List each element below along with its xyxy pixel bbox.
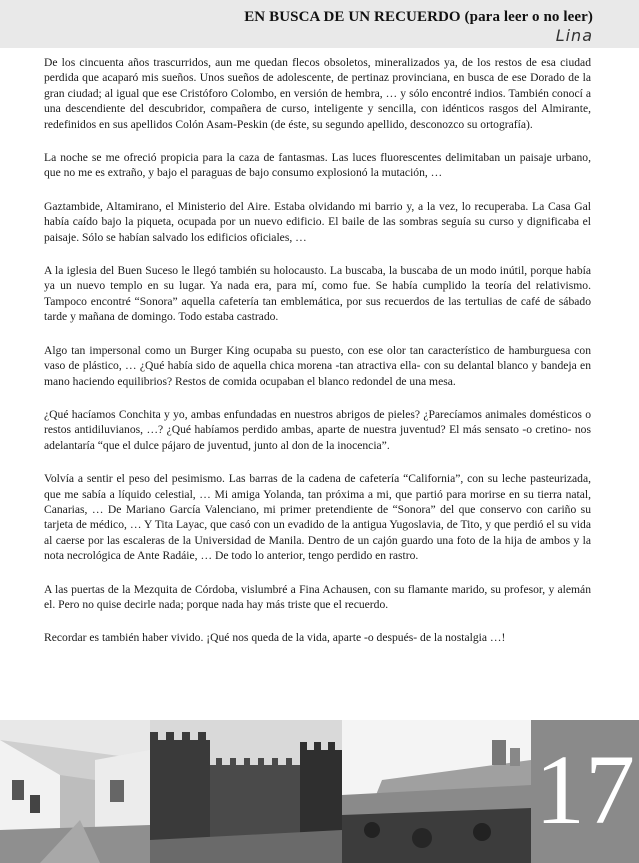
paragraph: A las puertas de la Mezquita de Córdoba, vislumbré a Fina Achausen, con su flamante marido, su profesor, y alemán el. Pero no quise decirle nada; porque nada hay más triste que el recuerdo. [44,582,591,611]
castle-walls-photo [150,720,342,863]
paragraph: Recordar es también haber vivido. ¡Qué nos queda de la vida, aparte -o después- de la nostalgia …! [44,631,506,645]
paragraph: La noche se me ofreció propicia para la caza de fantasmas. Las luces fluorescentes delimitaban un paisaje urbano, que no me es extraño, y bajo el paraguas de bajo consumo explosionó la mutación, … [44,151,591,180]
article-title: EN BUSCA DE UN RECUERDO (para leer o no leer) [244,9,593,25]
page-number: 17 [535,734,635,845]
hill-town-photo [342,720,531,863]
paragraph: A la iglesia del Buen Suceso le llegó también su holocausto. La buscaba, la buscaba de un modo inútil, porque había ya un nuevo templo en su lugar. Ya nada era, para mí, como fue. Se había cumplido la teoría del relativismo. Tampoco encontré “Sonora” aquella cafetería tan emblemática, por sus recuerdos de las tertulias de café de sábado tarde y mañana de domingo. Todo estaba castrado. [44,264,591,324]
paragraph: ¿Qué hacíamos Conchita y yo, ambas enfundadas en nuestros abrigos de pieles? ¿Parecíamos animales domésticos o restos antidiluvianos, …? ¿Qué habíamos perdido ambas, aparte de nuestra juventud? El más sensato -o cretino- nos adelantaría “que el dulce pájaro de juventud, junto al don de la inocencia”. [44,407,591,452]
paragraph: Gaztambide, Altamirano, el Ministerio del Aire. Estaba olvidando mi barrio y, a la vez, lo recuperaba. La Casa Gal había caído bajo la piqueta, ocupada por un nuevo edificio. El baile de las sombras seguía su curso y dignificaba el paisaje. Sólo se habían salvado los edificios oficiales, … [44,199,591,244]
author-name: Lina [555,26,593,45]
page-header [0,0,639,48]
page-number-box [531,720,639,863]
paragraph: Volvía a sentir el peso del pesimismo. Las barras de la cadena de cafetería “California”, con su leche pasteurizada, que me sabía a líquido celestial, … Mi amiga Yolanda, tan próxima a mi, que partió para morirse en su tierra natal, Canarias, … De Mariano García Valenciano, mi primer pretendiente de “Sonora” del que conservo con cariño su tarjeta de médico, … Y Tita Layac, que casó con un evadido de la antigua Yugoslavia, de Tito, y que perdió el su vida al caerse por las escaleras de la Universidad de Manila. Dentro de un cajón guardo una foto de la hija de ambos y la nota necrológica de Ante Radáie, … De todo lo anterior, tengo perdido en rastro. [44,472,591,563]
village-street-photo [0,720,150,863]
article-body [44,55,591,664]
paragraph: De los cincuenta años trascurridos, aun me quedan flecos obsoletos, mineralizados ya, de los restos de esa ciudad perdida que acaparó mis sueños. Unos sueños de adolescente, de pertinaz provinciana, en busca de ese Dorado de la gran ciudad; al igual que ese Cristóforo Colombo, en versión de hembra, … y sólo encontré indios. También conocí a una descendiente del descubridor, compañera de curso, inteligente y sencilla, con idénticos rasgos del Almirante, redefinidos en sus apellidos Colón Asam-Peskin (de éste, su segundo apellido, desconozco su ortografía). [44,56,591,131]
paragraph: Algo tan impersonal como un Burger King ocupaba su puesto, con ese olor tan característico de hamburguesa con vaso de plástico, … ¿Qué había sido de aquella chica morena -tan atractiva ella- con su delantal blanco y bandeja en mano haciendo equilibrios? Restos de comida ocupaban el blanco redondel de una mesa. [44,343,591,388]
